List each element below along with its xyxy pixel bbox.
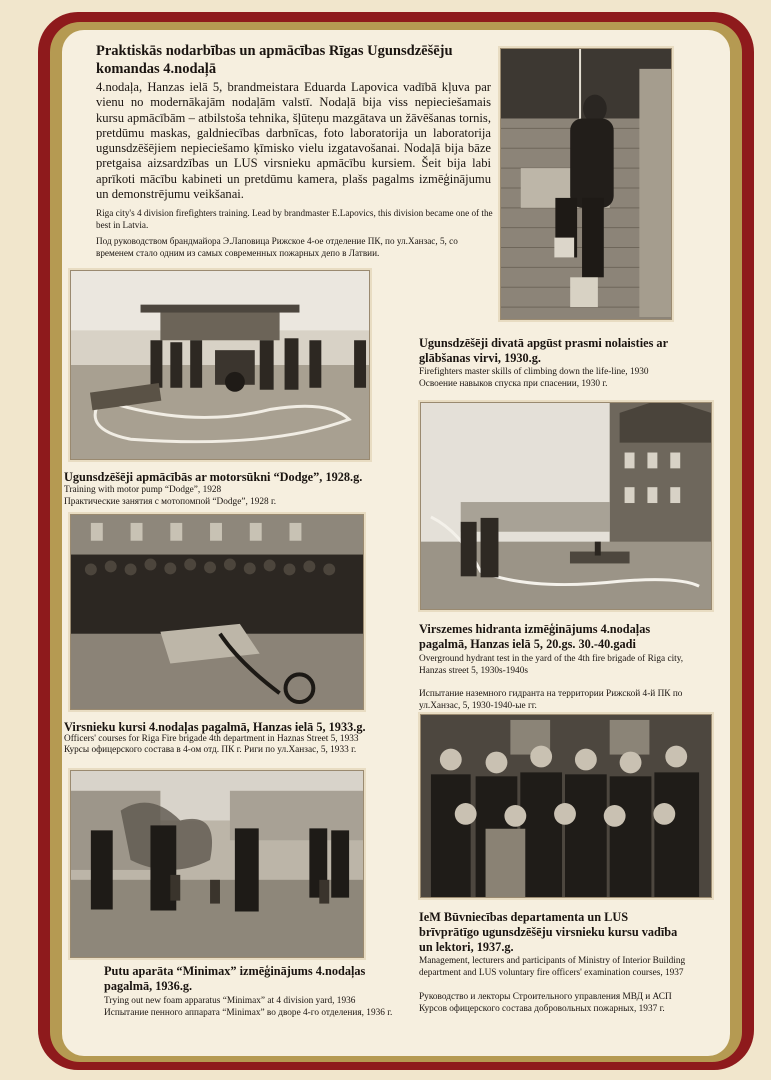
poster-panel (62, 30, 730, 1056)
intro-title: Praktiskās nodarbības un apmācības Rīgas Ugunsdzēšēju komandas 4.nodaļā (96, 43, 453, 77)
caption-officers-title: Virsnieku kursi 4.nodaļas pagalmā, Hanzas ielā 5, 1933.g. (64, 720, 366, 734)
caption-dodge-english: Training with motor pump “Dodge”, 1928 (64, 485, 222, 495)
caption-ministry-english: Management, lecturers and participants of Ministry of Interior Building department and LUS voluntary fire officers' examination courses, 1937 (419, 956, 686, 978)
caption-minimax-english: Trying out new foam apparatus “Minimax” at 4 division yard, 1936 (104, 996, 356, 1006)
caption-rope-title: Ugunsdzēšēji divatā apgūst prasmi nolaisties ar glābšanas virvi, 1930.g. (419, 336, 668, 365)
caption-ministry-title: IeM Būvniecības departamenta un LUS brīvprātīgo ugunsdzēšēju virsnieku kursu vadība un lektori, 1937.g. (419, 910, 678, 954)
caption-rope-russian: Освоение навыков спуска при спасении, 1930 г. (419, 379, 608, 389)
intro-body: 4.nodaļa, Hanzas ielā 5, brandmeistara Eduarda Lapovica vadībā kļuva par vienu no modernākajām nodaļām valstī. Nodaļā bija viss nepieciešamais kursu apmācībām – atbilstoša tehnika, šļūteņu mazgātava un žāvēšanas tornis, pretdūmu maskas, galdniecības darbnīcas, foto laboratorija un laboratorija ugunsdzēšējiem nepieciešamo ķīmisko vielu izgatavošanai. Nodaļā bija bāze pretgaisa aizsardzības un LUS virsnieku apmācību kursiem. Šeit bija labi aprīkoti mācību kabineti un pretdūmu kamera, plašs pagalms izmēģinājumu un demonstrējumu veikšanai. (96, 80, 491, 202)
photo-ministry-group (420, 714, 712, 898)
photo-minimax-foam (70, 770, 364, 958)
intro-russian: Под руководством брандмайора Э.Лаповица Рижское 4-ое отделение ПК, по ул.Ханзас, 5, со временем стало одним из самых современных пожарных депо в Латвии. (96, 236, 458, 258)
photo-hydrant-test (420, 402, 712, 610)
caption-hydrant-title: Virszemes hidranta izmēģinājums 4.nodaļas pagalmā, Hanzas ielā 5, 20.gs. 30.-40.gadi (419, 622, 651, 651)
photo-officers-courses (70, 514, 364, 710)
caption-dodge-title: Ugunsdzēšēji apmācībās ar motorsūkni “Dodge”, 1928.g. (64, 470, 363, 484)
caption-officers-russian: Курсы офицерского состава в 4-ом отд. ПК г. Риги по ул.Ханзас, 5, 1933 г. (64, 745, 357, 755)
photo-dodge-pump (70, 270, 370, 460)
caption-dodge-russian: Практические занятия с мотопомпой “Dodge”, 1928 г. (64, 497, 277, 507)
caption-minimax-title: Putu aparāta “Minimax” izmēģinājums 4.nodaļas pagalmā, 1936.g. (104, 964, 366, 993)
caption-rope-english: Firefighters master skills of climbing down the life-line, 1930 (419, 367, 649, 377)
photo-rope-descent (500, 48, 672, 320)
caption-hydrant-russian: Испытание наземного гидранта на территории Рижской 4-й ПК по ул.Ханзас, 5, 1930-1940-ые гг. (419, 689, 683, 711)
caption-ministry-russian: Руководство и лекторы Строительного управления МВД и АСП Курсов офицерского состава добровольных пожарных, 1937 г. (419, 992, 672, 1014)
caption-minimax-russian: Испытание пенного аппарата “Minimax” во дворе 4-го отделения, 1936 г. (104, 1008, 393, 1018)
caption-hydrant-english: Overground hydrant test in the yard of the 4th fire brigade of Riga city, Hanzas street 5, 1930s-1940s (419, 654, 684, 676)
caption-officers-english: Officers' courses for Riga Fire brigade 4th department in Haznas Street 5, 1933 (64, 734, 359, 744)
intro-english: Riga city's 4 division firefighters training. Lead by brandmaster E.Lapovics, this division became one of the best in Latvia. (96, 208, 493, 230)
